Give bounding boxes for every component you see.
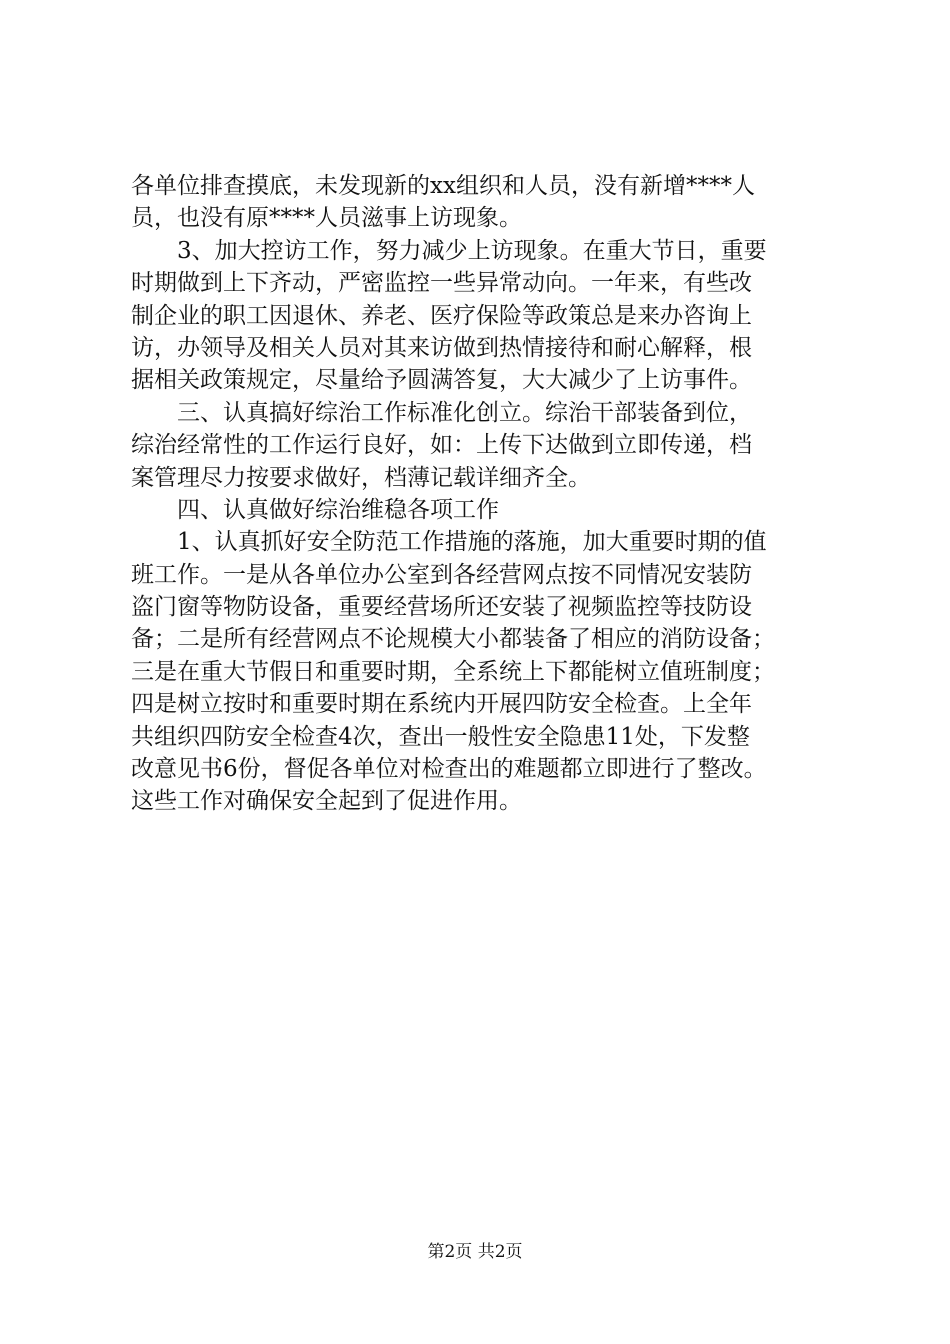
text-line: 备；二是所有经营网点不论规模大小都装备了相应的消防设备； xyxy=(131,626,775,653)
text-line: 三、认真搞好综治工作标准化创立。综治干部装备到位， xyxy=(131,399,752,426)
text-line: 班工作。一是从各单位办公室到各经营网点按不同情况安装防 xyxy=(131,561,752,588)
text-line: 这些工作对确保安全起到了促进作用。 xyxy=(131,788,522,815)
text-line: 四是树立按时和重要时期在系统内开展四防安全检查。上全年 xyxy=(131,691,752,718)
text-line: 1、认真抓好安全防范工作措施的落施，加大重要时期的值 xyxy=(131,529,767,556)
text-line: 各单位排查摸底，未发现新的xx组织和人员，没有新增****人 xyxy=(131,173,755,199)
text-line: 3、加大控访工作，努力减少上访现象。在重大节日，重要 xyxy=(131,237,767,264)
text-line: 共组织四防安全检查4次，查出一般性安全隐患11处，下发整 xyxy=(131,723,750,750)
text-line: 制企业的职工因退休、养老、医疗保险等政策总是来办咨询上 xyxy=(131,302,752,329)
text-line: 员，也没有原****人员滋事上访现象。 xyxy=(131,205,522,232)
text-line: 综治经常性的工作运行良好，如：上传下达做到立即传递，档 xyxy=(131,432,752,459)
document-body xyxy=(131,170,831,818)
text-line: 访，办领导及相关人员对其来访做到热情接待和耐心解释，根 xyxy=(131,334,752,361)
text-line: 四、认真做好综治维稳各项工作 xyxy=(131,496,499,523)
text-line: 改意见书6份，督促各单位对检查出的难题都立即进行了整改。 xyxy=(131,756,767,783)
page-number-footer: 第2页 共2页 xyxy=(427,1242,523,1262)
text-line: 盗门窗等物防设备，重要经营场所还安装了视频监控等技防设 xyxy=(131,594,752,621)
text-line: 案管理尽力按要求做好，档薄记载详细齐全。 xyxy=(131,464,591,491)
text-line: 据相关政策规定，尽量给予圆满答复，大大减少了上访事件。 xyxy=(131,367,752,394)
text-line: 三是在重大节假日和重要时期，全系统上下都能树立值班制度； xyxy=(131,658,775,685)
text-line: 时期做到上下齐动，严密监控一些异常动向。一年来，有些改 xyxy=(131,270,752,297)
